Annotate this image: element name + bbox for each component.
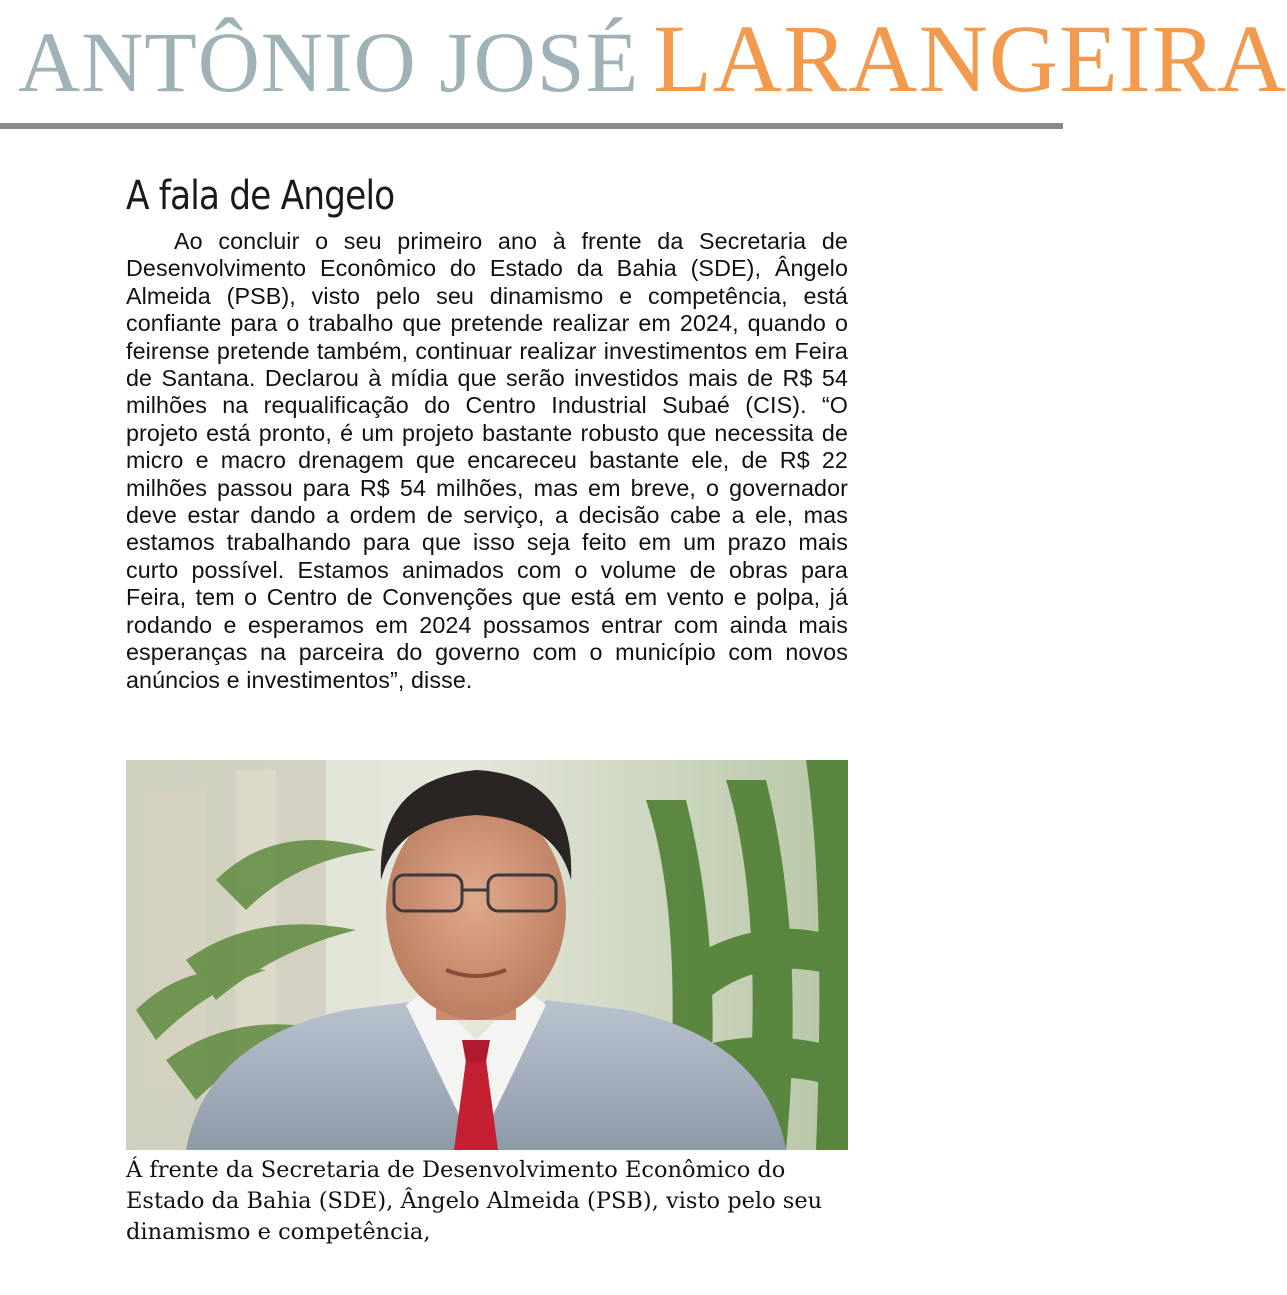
masthead-divider <box>0 123 1063 129</box>
photo-caption: Á frente da Secretaria de Desenvolvimento Econômico do Estado da Bahia (SDE), Ângelo Almeida (PSB), visto pelo seu dinamismo e competência, <box>126 1157 823 1245</box>
masthead <box>0 0 1287 130</box>
columnist-last-name: LARANGEIRA <box>653 5 1287 112</box>
columnist-first-name: ANTÔNIO JOSÉ <box>18 14 640 110</box>
article <box>126 168 848 694</box>
portrait-photo <box>126 760 848 1150</box>
portrait-illustration <box>126 760 848 1150</box>
article-body: Ao concluir o seu primeiro ano à frente da Secretaria de Desenvolvimento Econômico do Estado da Bahia (SDE), Ângelo Almeida (PSB), visto pelo seu dinamismo e competência, está confiante para o trabalho que pretende realizar em 2024, quando o feirense pretende também, continuar realizar investimentos em Feira de Santana. Declarou à mídia que serão investidos mais de R$ 54 milhões na requalificação do Centro Industrial Subaé (CIS). “O projeto está pronto, é um projeto bastante robusto que necessita de micro e macro drenagem que encareceu bastante ele, de R$ 22 milhões passou para R$ 54 milhões, mas em breve, o governador deve estar dando a ordem de serviço, a decisão cabe a ele, mas estamos trabalhando para que isso seja feito em um prazo mais curto possível. Estamos animados com o volume de obras para Feira, tem o Centro de Convenções que está em vento e polpa, já rodando e esperamos em 2024 possamos entrar com ainda mais esperanças na parceira do governo com o município com novos anúncios e investimentos”, disse. <box>126 228 848 693</box>
masthead-title <box>18 4 1287 114</box>
article-headline: A fala de Angelo <box>126 173 395 219</box>
